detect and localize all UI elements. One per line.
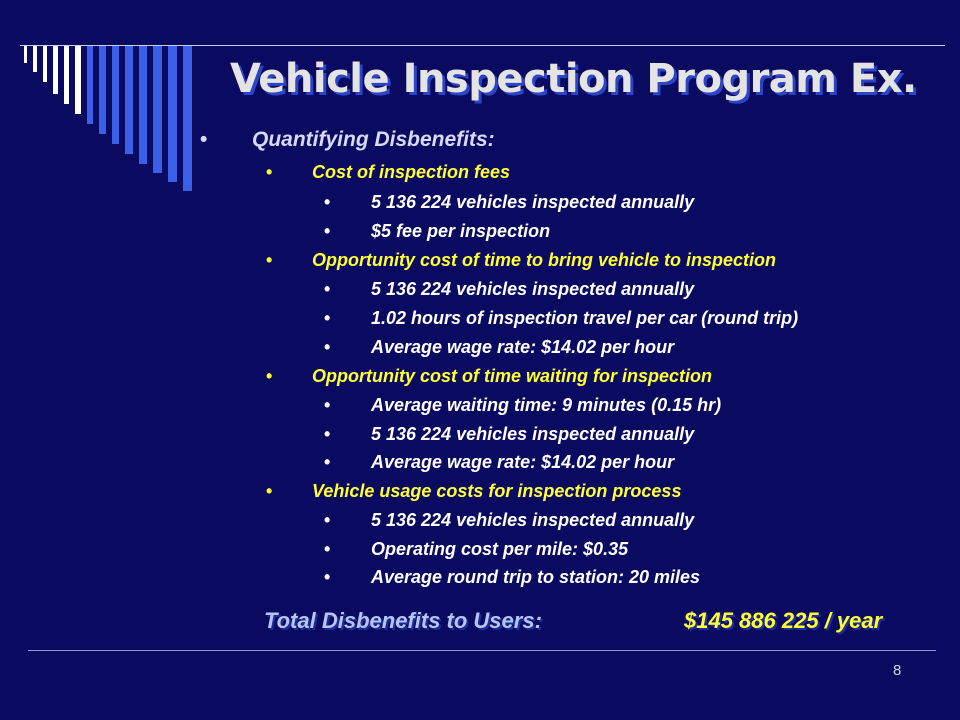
decorative-bar xyxy=(99,46,106,134)
decorative-bar xyxy=(153,46,162,173)
decorative-bar xyxy=(139,46,147,164)
bullet-dot: • xyxy=(324,539,331,559)
slide-title: Vehicle Inspection Program Ex. xyxy=(230,56,917,102)
bullet-dot: • xyxy=(324,424,331,444)
list-item-text: 5 136 224 vehicles inspected annually xyxy=(371,510,695,530)
heading-text: Quantifying Disbenefits: xyxy=(252,128,495,151)
decorative-bar xyxy=(168,46,177,182)
bullet-dot: • xyxy=(324,452,331,472)
footer-divider xyxy=(28,650,936,651)
total-label: Total Disbenefits to Users: xyxy=(264,608,542,633)
decorative-bar xyxy=(112,46,119,144)
total-value: $145 886 225 / year xyxy=(684,608,883,633)
list-item-text: 1.02 hours of inspection travel per car (round trip) xyxy=(371,308,799,328)
list-item-text: Average round trip to station: 20 miles xyxy=(371,567,701,587)
bullet-dot: • xyxy=(324,395,331,415)
bullet-dot: • xyxy=(324,221,331,241)
bullet-dot: • xyxy=(324,567,331,587)
section-label-text: Opportunity cost of time waiting for inspection xyxy=(312,366,712,386)
list-item-text: 5 136 224 vehicles inspected annually xyxy=(371,279,695,299)
decorative-bar xyxy=(125,46,133,154)
decorative-bar xyxy=(24,46,27,63)
bullet-dot: • xyxy=(324,308,331,328)
decorative-bar xyxy=(87,46,93,124)
bullet-dot: • xyxy=(324,337,331,357)
decorative-bar xyxy=(183,46,192,191)
bullet-dot: • xyxy=(200,128,208,151)
bullet-dot: • xyxy=(266,481,273,501)
list-item-text: Operating cost per mile: $0.35 xyxy=(371,539,629,559)
decorative-bar xyxy=(64,46,69,104)
list-item-text: Average waiting time: 9 minutes (0.15 hr) xyxy=(371,395,722,415)
bullet-dot: • xyxy=(266,162,273,182)
bullet-dot: • xyxy=(266,250,273,270)
bullet-dot: • xyxy=(266,366,273,386)
section-label-text: Vehicle usage costs for inspection process xyxy=(312,481,682,501)
bullet-dot: • xyxy=(324,510,331,530)
list-item-text: $5 fee per inspection xyxy=(371,221,551,241)
list-item-text: 5 136 224 vehicles inspected annually xyxy=(371,424,695,444)
decorative-bar xyxy=(43,46,47,82)
section-label-text: Opportunity cost of time to bring vehicle to inspection xyxy=(312,250,777,270)
list-item-text: Average wage rate: $14.02 per hour xyxy=(371,452,675,472)
decorative-bar xyxy=(53,46,58,94)
decorative-bar xyxy=(33,46,37,72)
section-label-text: Cost of inspection fees xyxy=(312,162,511,182)
bullet-dot: • xyxy=(324,279,331,299)
bullet-dot: • xyxy=(324,192,331,212)
list-item-text: 5 136 224 vehicles inspected annually xyxy=(371,192,695,212)
decorative-bar xyxy=(75,46,81,114)
page-number: 8 xyxy=(893,662,902,679)
list-item-text: Average wage rate: $14.02 per hour xyxy=(371,337,675,357)
